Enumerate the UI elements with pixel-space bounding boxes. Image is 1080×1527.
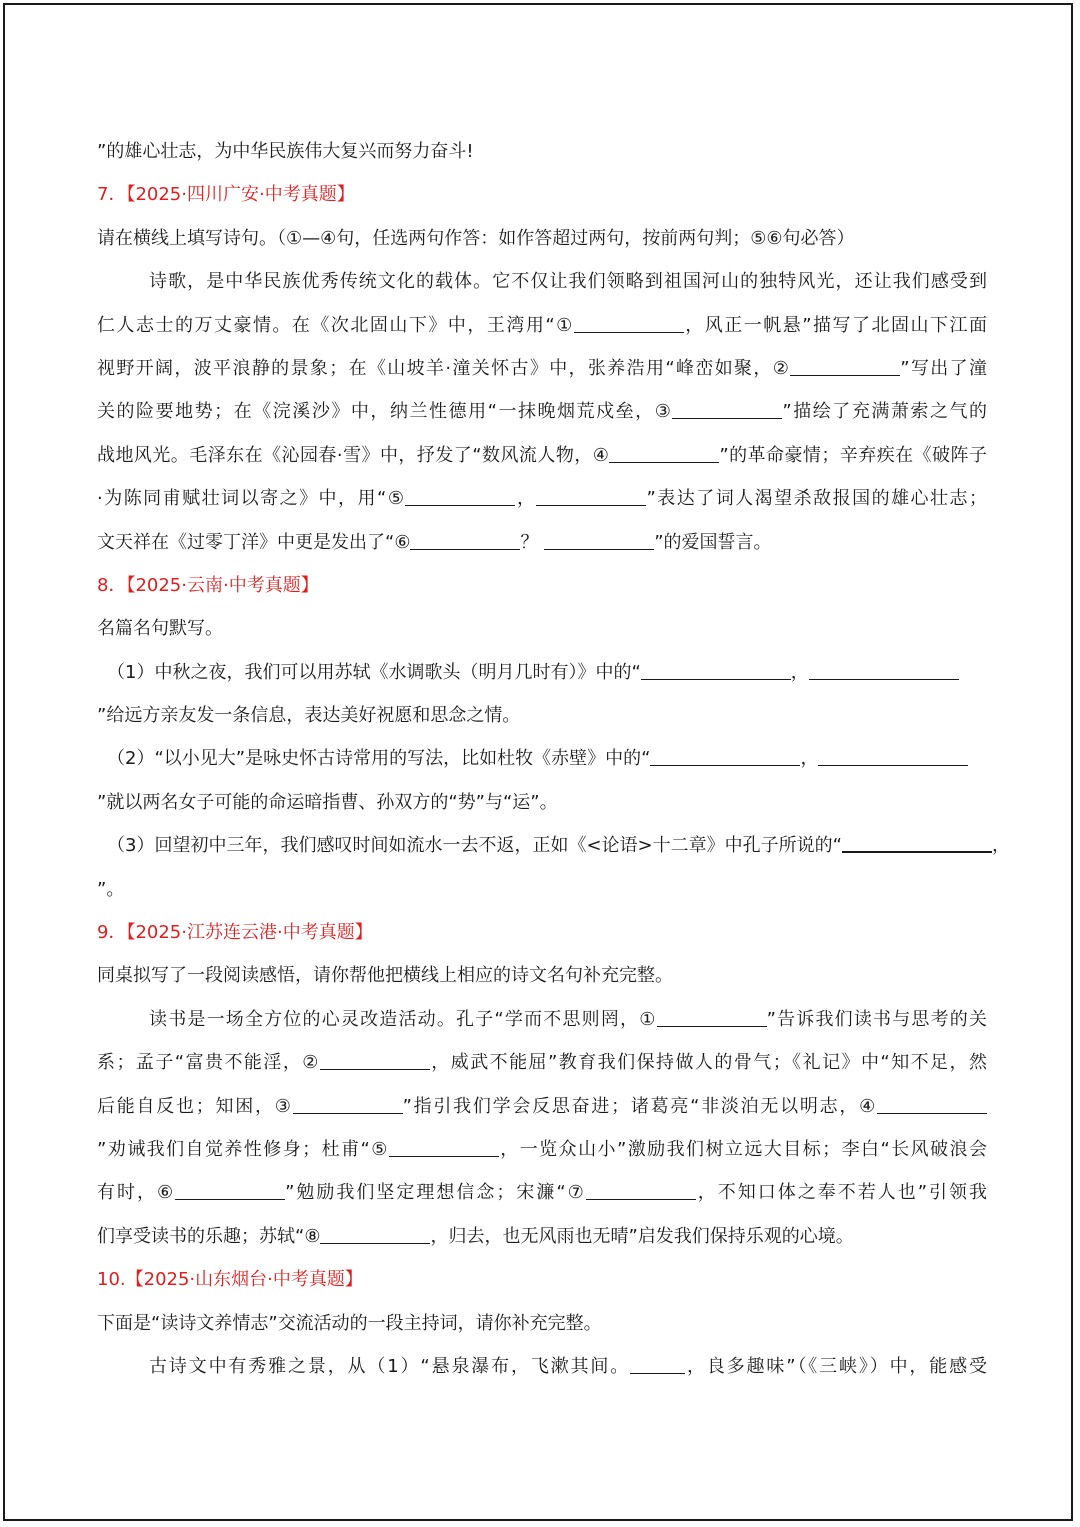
answer-blank[interactable] bbox=[818, 747, 968, 766]
text-line: （1）中秋之夜，我们可以用苏轼《水调歌头（明月几时有）》中的“ ， bbox=[97, 651, 987, 694]
answer-blank[interactable] bbox=[657, 1008, 767, 1027]
answer-blank[interactable] bbox=[544, 531, 654, 550]
answer-blank[interactable] bbox=[320, 1225, 430, 1244]
text-line: （2）“以小见大”是咏史怀古诗常用的写法，比如杜牧《赤壁》中的“ ， bbox=[97, 737, 987, 780]
answer-blank[interactable] bbox=[536, 487, 646, 506]
answer-blank[interactable] bbox=[574, 314, 684, 333]
text-line: 古诗文中有秀雅之景，从（1）“悬泉瀑布，飞漱其间。 ，良多趣味”（《三峡》）中，能感受 bbox=[149, 1355, 987, 1377]
answer-blank[interactable] bbox=[650, 747, 800, 766]
text-line: ”。 bbox=[97, 878, 125, 900]
text-line: 关的险要地势；在《浣溪沙》中，纳兰性德用“一抹晚烟荒戍垒，③ ”描绘了充满萧索之气的 bbox=[97, 401, 987, 423]
answer-blank[interactable] bbox=[790, 357, 900, 376]
text-line: ·为陈同甫赋壮词以寄之》中，用“⑤ ， ”表达了词人渴望杀敌报国的雄心壮志； bbox=[97, 488, 988, 510]
question-7-heading: 7．【2025·四川广安·中考真题】 bbox=[97, 184, 355, 206]
text-line: 系；孟子“富贵不能淫，② ，威武不能屈”教育我们保持做人的骨气；《礼记》中“知不足，然 bbox=[97, 1052, 987, 1074]
answer-blank[interactable] bbox=[410, 531, 520, 550]
text-line: 诗歌，是中华民族优秀传统文化的载体。它不仅让我们领略到祖国河山的独特风光，还让我们感受到 bbox=[149, 271, 987, 293]
answer-blank[interactable] bbox=[809, 661, 959, 680]
answer-blank[interactable] bbox=[586, 1181, 696, 1200]
text-line: 们享受读书的乐趣；苏轼“⑧ ，归去，也无风雨也无晴”启发我们保持乐观的心境。 bbox=[97, 1225, 854, 1247]
question-10-heading: 10.【2025·山东烟台·中考真题】 bbox=[97, 1269, 363, 1291]
answer-blank[interactable] bbox=[293, 1095, 403, 1114]
text-line: 视野开阔，波平浪静的景象；在《山坡羊·潼关怀古》中，张养浩用“峰峦如聚，② ”写出了潼 bbox=[97, 357, 988, 379]
question-9-instruction: 同桌拟写了一段阅读感悟，请你帮他把横线上相应的诗文名句补充完整。 bbox=[97, 965, 673, 987]
text-line: 有时，⑥ ”勉励我们坚定理想信念；宋濂“⑦ ，不知口体之奉不若人也”引领我 bbox=[97, 1182, 987, 1204]
answer-blank[interactable] bbox=[609, 444, 719, 463]
answer-blank[interactable] bbox=[175, 1181, 285, 1200]
question-9-heading: 9．【2025·江苏连云港·中考真题】 bbox=[97, 922, 373, 944]
text-line: 读书是一场全方位的心灵改造活动。孔子“学而不思则罔，① ”告诉我们读书与思考的关 bbox=[149, 1008, 987, 1030]
question-7-instruction: 请在横线上填写诗句。（①—④句，任选两句作答：如作答超过两句，按前两句判；⑤⑥句必答） bbox=[97, 227, 855, 249]
answer-blank[interactable] bbox=[842, 833, 992, 853]
text-line: ”就以两名女子可能的命运暗指曹、孙双方的“势”与“运”。 bbox=[97, 791, 558, 813]
answer-blank[interactable] bbox=[641, 661, 791, 680]
answer-blank[interactable] bbox=[672, 400, 782, 419]
answer-blank[interactable] bbox=[320, 1051, 430, 1070]
text-line: （3）回望初中三年，我们感叹时间如流水一去不返，正如《<论语>十二章》中孔子所说的“ ， bbox=[107, 835, 1010, 857]
text-line: ”劝诫我们自觉养性修身；杜甫“⑤ ，一览众山小”激励我们树立远大目标；李白“长风破浪会 bbox=[97, 1138, 987, 1160]
text-line: ”的雄心壮志，为中华民族伟大复兴而努力奋斗! bbox=[97, 141, 474, 162]
answer-blank[interactable] bbox=[389, 1138, 499, 1157]
text-line: 文天祥在《过零丁洋》中更是发出了“⑥ ？ ”的爱国誓言。 bbox=[97, 531, 772, 553]
document-body bbox=[97, 130, 1010, 1388]
question-8-heading: 8．【2025·云南·中考真题】 bbox=[97, 574, 319, 596]
text-line: 后能自反也；知困，③ ”指引我们学会反思奋进；诸葛亮“非淡泊无以明志，④ bbox=[97, 1085, 987, 1128]
question-10-instruction: 下面是“读诗文养情志”交流活动的一段主持词，请你补充完整。 bbox=[97, 1312, 602, 1334]
question-8-instruction: 名篇名句默写。 bbox=[97, 618, 223, 640]
answer-blank[interactable] bbox=[405, 487, 515, 506]
text-line: 战地风光。毛泽东在《沁园春·雪》中，抒发了“数风流人物，④ ”的革命豪情；辛弃疾在《破阵子 bbox=[97, 444, 987, 466]
text-line: 仁人志士的万丈豪情。在《次北固山下》中，王湾用“① ，风正一帆悬”描写了北固山下江面 bbox=[97, 314, 987, 336]
answer-blank[interactable] bbox=[630, 1355, 685, 1374]
text-line: ”给远方亲友发一条信息，表达美好祝愿和思念之情。 bbox=[97, 705, 521, 727]
answer-blank[interactable] bbox=[877, 1095, 987, 1114]
